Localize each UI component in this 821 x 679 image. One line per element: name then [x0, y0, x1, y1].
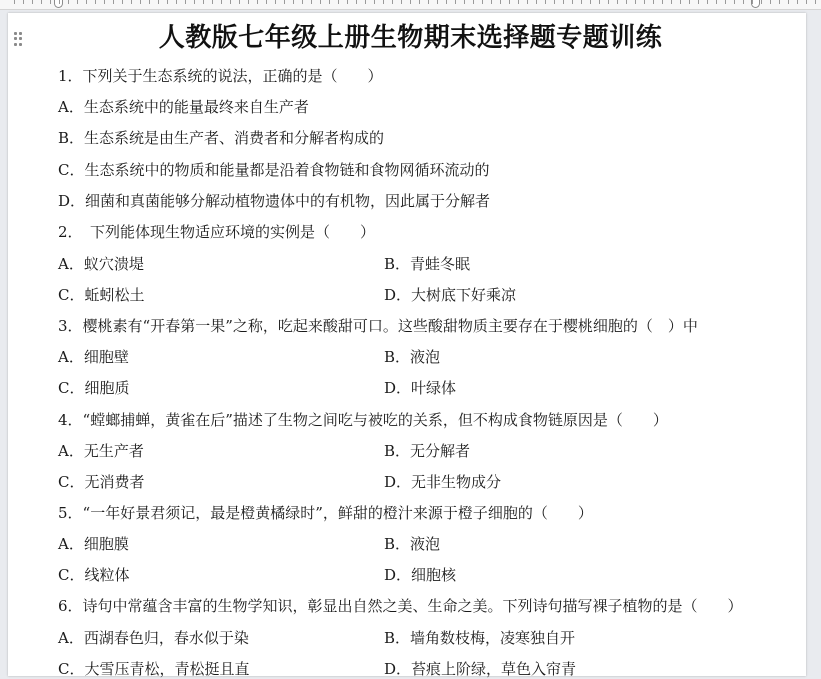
ruler-tick — [284, 0, 285, 4]
question-stem: 3．樱桃素有“开春第一果”之称，吃起来酸甜可口。这些酸甜物质主要存在于樱桃细胞的（ ）中 — [58, 317, 698, 335]
ruler-tick — [536, 0, 537, 4]
ruler-tick — [410, 0, 411, 4]
ruler-tick — [32, 0, 33, 4]
ruler-tick — [401, 0, 402, 4]
ruler-tick — [806, 0, 807, 4]
ruler-tick — [338, 0, 339, 4]
ruler-tick — [473, 0, 474, 4]
ruler-tick — [68, 0, 69, 4]
question-option: A．蚁穴溃堤 — [58, 255, 144, 273]
ruler-tick — [86, 0, 87, 4]
question-option: C．无消费者 — [58, 473, 145, 491]
ruler-tick — [662, 0, 663, 4]
ruler-tick — [599, 0, 600, 4]
ruler-tick — [41, 0, 42, 4]
ruler-tick — [248, 0, 249, 4]
ruler-tick — [23, 0, 24, 4]
question-option: A．西湖春色归，春水似于染 — [58, 629, 249, 647]
ruler-tick — [563, 0, 564, 4]
ruler-tick — [572, 0, 573, 4]
ruler-tick — [815, 0, 816, 4]
question-option: C．生态系统中的物质和能量都是沿着食物链和食物网循环流动的 — [58, 161, 490, 179]
question-option: B．墙角数枝梅，凌寒独自开 — [384, 629, 576, 647]
ruler-tick — [185, 0, 186, 4]
question-option: B．青蛙冬眠 — [384, 255, 471, 273]
ruler-tick — [374, 0, 375, 4]
ruler-tick — [383, 0, 384, 4]
ruler-tick — [176, 0, 177, 4]
ruler-tick — [392, 0, 393, 4]
ruler-tick — [77, 0, 78, 4]
ruler-tick — [464, 0, 465, 4]
question-option: C．大雪压青松，青松挺且直 — [58, 660, 250, 678]
ruler-tick — [626, 0, 627, 4]
question-option: A．生态系统中的能量最终来自生产者 — [58, 98, 309, 116]
question-stem: 5．“一年好景君须记，最是橙黄橘绿时”，鲜甜的橙汁来源于橙子细胞的（ ） — [58, 504, 593, 522]
question-option: D．细菌和真菌能够分解动植物遗体中的有机物，因此属于分解者 — [58, 192, 491, 210]
ruler-tick — [50, 0, 51, 4]
ruler-tick — [446, 0, 447, 4]
ruler-tick — [797, 0, 798, 4]
ruler-tick — [266, 0, 267, 4]
ruler-tick — [167, 0, 168, 4]
ruler-tick — [752, 0, 753, 4]
ruler-tick — [455, 0, 456, 4]
question-stem: 6．诗句中常蕴含丰富的生物学知识，彰显出自然之美、生命之美。下列诗句描写裸子植物的是（ ） — [58, 597, 743, 615]
ruler-tick — [671, 0, 672, 4]
question-option: A．细胞壁 — [58, 348, 129, 366]
question-option: B．生态系统是由生产者、消费者和分解者构成的 — [58, 129, 385, 147]
question-option: D．苔痕上阶绿，草色入帘青 — [384, 660, 577, 678]
ruler-tick — [500, 0, 501, 4]
question-option: A．无生产者 — [58, 442, 144, 460]
ruler-tick — [95, 0, 96, 4]
question-option: D．大树底下好乘凉 — [384, 286, 517, 304]
ruler-tick — [617, 0, 618, 4]
ruler-tick — [122, 0, 123, 4]
ruler-tick — [770, 0, 771, 4]
question-stem: 1．下列关于生态系统的说法，正确的是（ ） — [58, 67, 383, 85]
ruler-tick — [14, 0, 15, 4]
ruler-tick — [293, 0, 294, 4]
document-title: 人教版七年级上册生物期末选择题专题训练 — [158, 23, 663, 53]
ruler-tick — [725, 0, 726, 4]
ruler-tick — [428, 0, 429, 4]
ruler-tick — [581, 0, 582, 4]
question-option: C．蚯蚓松土 — [58, 286, 145, 304]
ruler-tick — [221, 0, 222, 4]
ruler-tick — [482, 0, 483, 4]
ruler-tick — [743, 0, 744, 4]
ruler-tick — [239, 0, 240, 4]
question-option: C．线粒体 — [58, 566, 130, 584]
ruler-tick — [203, 0, 204, 4]
question-option: B．液泡 — [384, 535, 441, 553]
ruler-tick — [644, 0, 645, 4]
ruler-tick — [761, 0, 762, 4]
ruler-tick — [104, 0, 105, 4]
ruler-tick — [653, 0, 654, 4]
ruler-tick — [419, 0, 420, 4]
question-option: B．无分解者 — [384, 442, 471, 460]
ruler-tick — [545, 0, 546, 4]
ruler-tick — [365, 0, 366, 4]
ruler-tick — [194, 0, 195, 4]
ruler-tick — [59, 0, 60, 4]
ruler-tick — [788, 0, 789, 4]
ruler-tick — [311, 0, 312, 4]
ruler-tick — [635, 0, 636, 4]
ruler-tick — [140, 0, 141, 4]
ruler-tick — [329, 0, 330, 4]
ruler-tick — [275, 0, 276, 4]
ruler-tick — [149, 0, 150, 4]
ruler-tick — [707, 0, 708, 4]
ruler-tick — [491, 0, 492, 4]
ruler-tick — [779, 0, 780, 4]
ruler-tick — [437, 0, 438, 4]
ruler-tick — [302, 0, 303, 4]
ruler-tick — [590, 0, 591, 4]
question-option: A．细胞膜 — [58, 535, 129, 553]
ruler-tick — [113, 0, 114, 4]
ruler-tick — [608, 0, 609, 4]
ruler-tick — [356, 0, 357, 4]
ruler-tick — [230, 0, 231, 4]
question-stem: 2． 下列能体现生物适应环境的实例是（ ） — [58, 223, 376, 241]
ruler-tick — [689, 0, 690, 4]
question-option: D．叶绿体 — [384, 379, 457, 397]
ruler-tick — [527, 0, 528, 4]
horizontal-ruler[interactable] — [0, 0, 821, 10]
question-option: D．细胞核 — [384, 566, 457, 584]
ruler-tick — [734, 0, 735, 4]
ruler-tick — [518, 0, 519, 4]
ruler-tick — [320, 0, 321, 4]
question-stem: 4．“螳螂捕蝉，黄雀在后”描述了生物之间吃与被吃的关系，但不构成食物链原因是（ ） — [58, 411, 668, 429]
ruler-tick — [680, 0, 681, 4]
ruler-tick — [131, 0, 132, 4]
ruler-tick — [257, 0, 258, 4]
ruler-tick — [698, 0, 699, 4]
question-option: C．细胞质 — [58, 379, 130, 397]
question-option: D．无非生物成分 — [384, 473, 502, 491]
ruler-tick — [509, 0, 510, 4]
ruler-tick — [347, 0, 348, 4]
ruler-tick — [554, 0, 555, 4]
ruler-tick — [158, 0, 159, 4]
ruler-tick — [212, 0, 213, 4]
ruler-tick — [716, 0, 717, 4]
question-option: B．液泡 — [384, 348, 441, 366]
